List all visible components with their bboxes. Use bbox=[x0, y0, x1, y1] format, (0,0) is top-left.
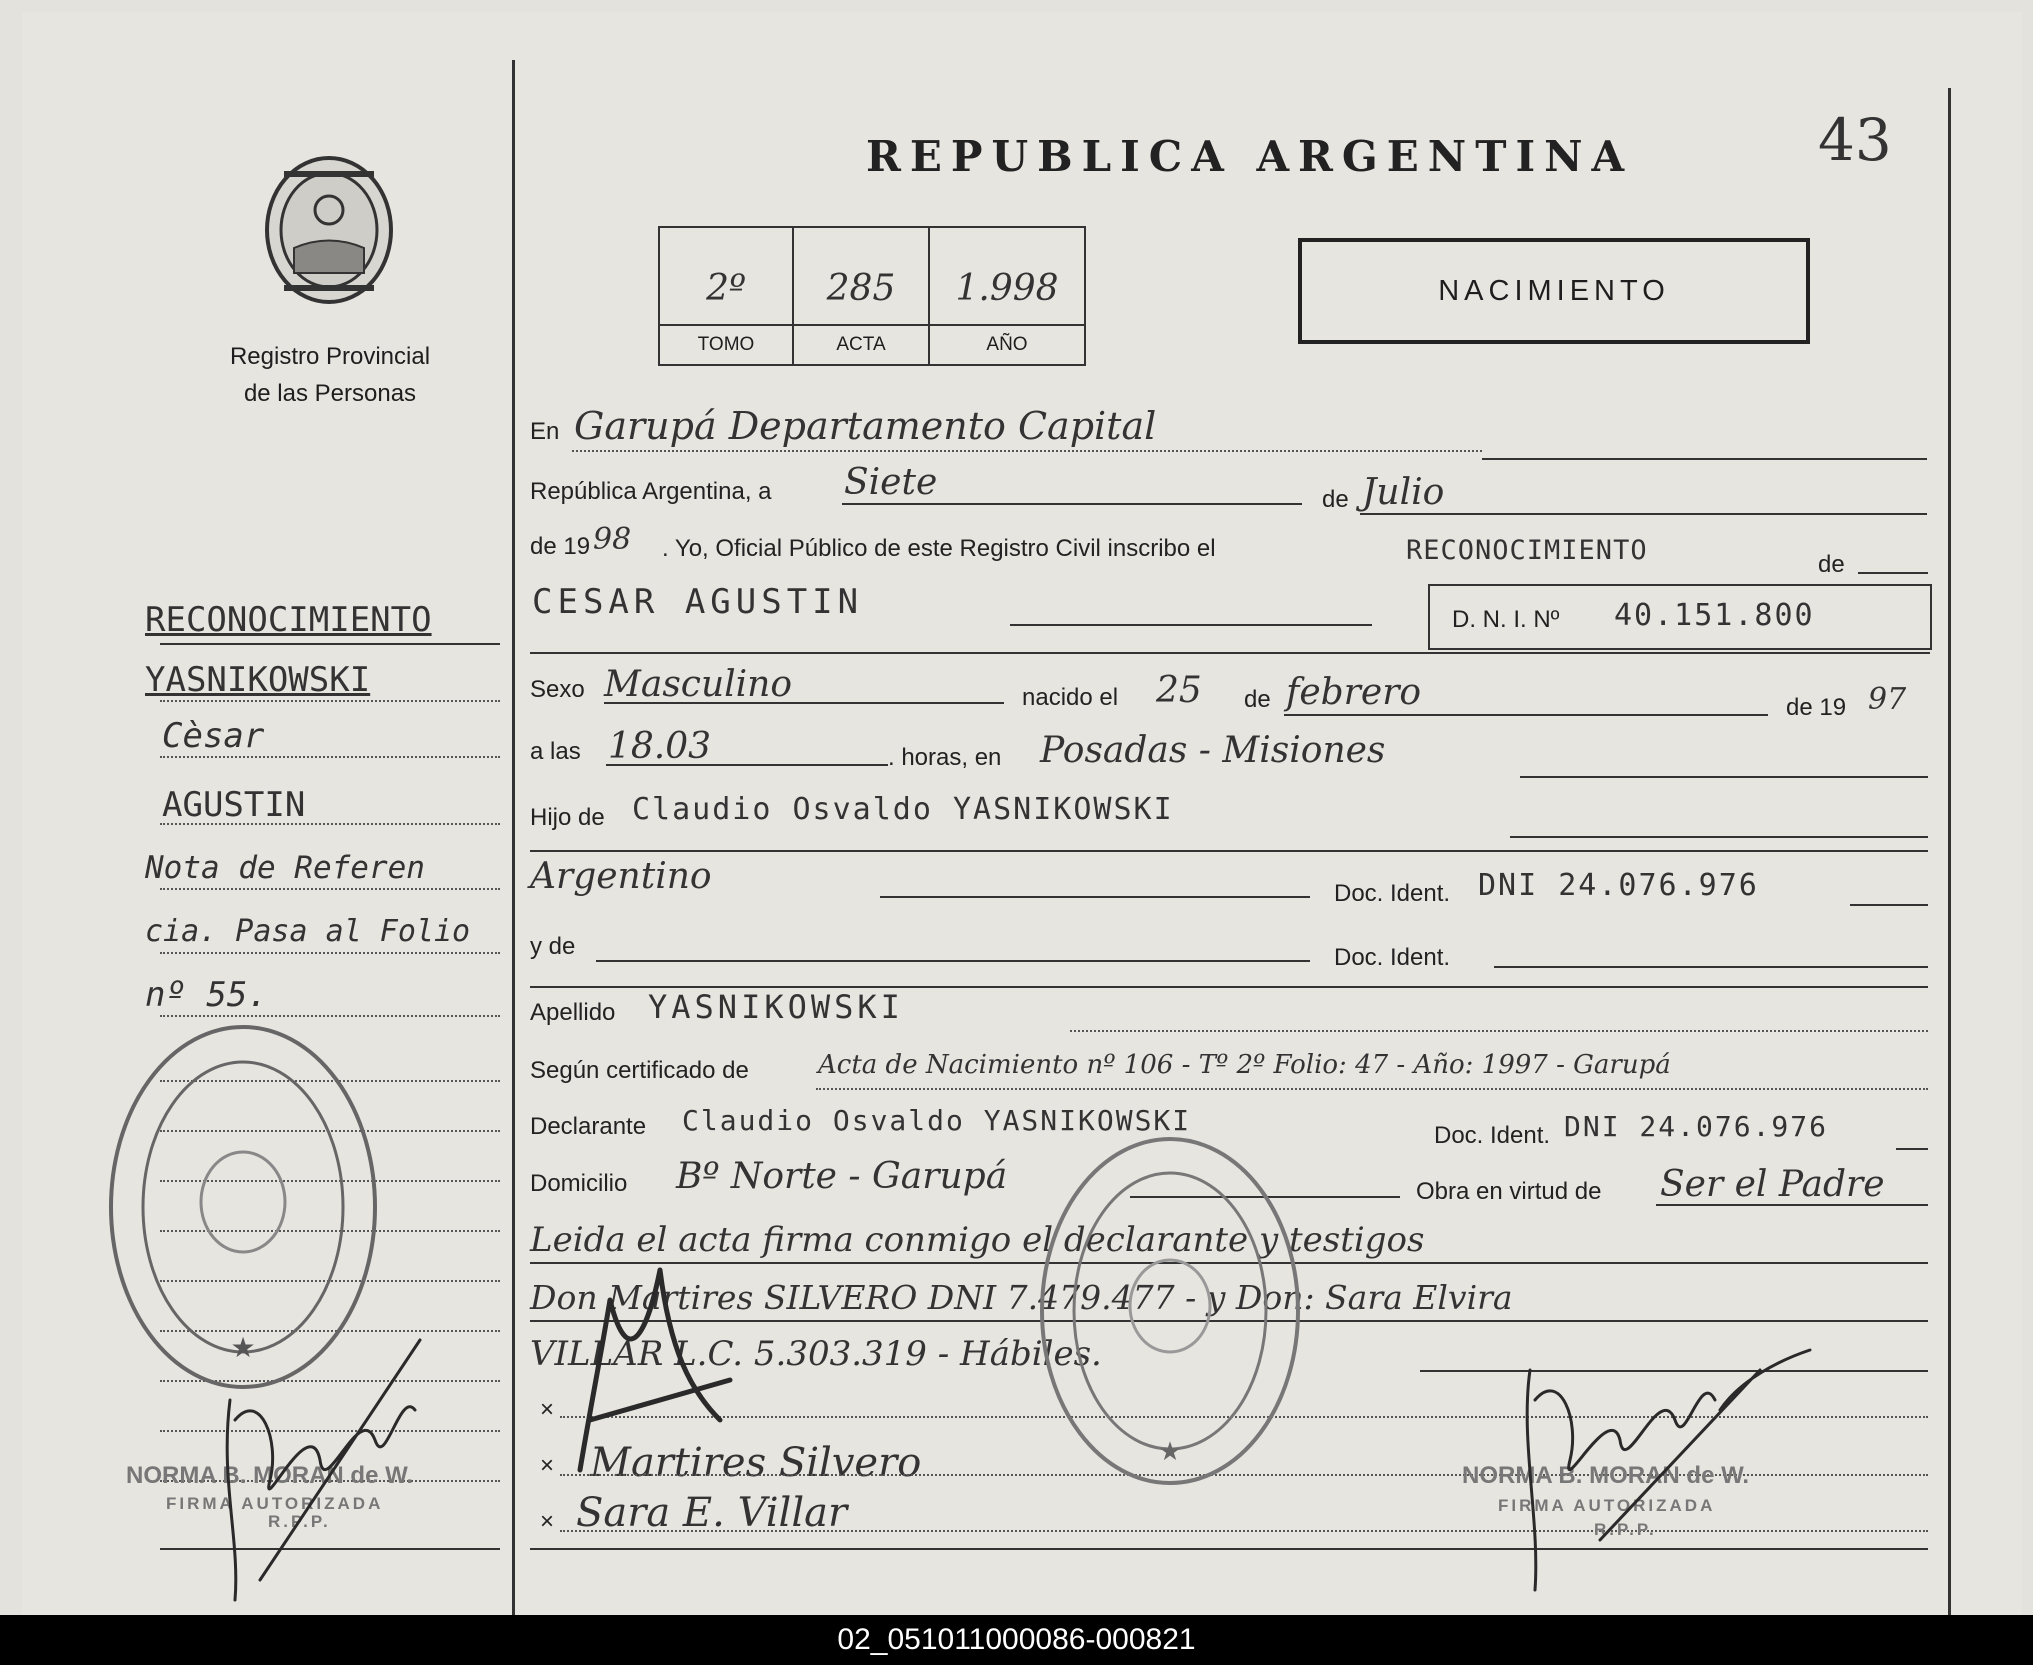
field-anio: 98 bbox=[593, 522, 632, 557]
line bbox=[1482, 458, 1927, 460]
field-nac-mes: febrero bbox=[1286, 672, 1422, 713]
right-border bbox=[1948, 88, 1951, 1615]
field-padre: Claudio Osvaldo YASNIKOWSKI bbox=[632, 792, 1174, 827]
official-stamp-org: R.P.P. bbox=[1594, 1520, 1657, 1539]
label-apellido: Apellido bbox=[530, 999, 616, 1026]
province-emblem-icon bbox=[254, 148, 404, 308]
label-republica: República Argentina, a bbox=[530, 478, 772, 505]
field-nombre: CESAR AGUSTIN bbox=[532, 582, 864, 622]
label-y-de: y de bbox=[530, 933, 576, 960]
line bbox=[1010, 624, 1372, 626]
field-mes: Julio bbox=[1362, 472, 1445, 513]
organization-name bbox=[180, 338, 480, 412]
field-texto3: VILLAR L.C. 5.303.319 - Hábiles. bbox=[530, 1334, 1102, 1374]
official-signature-icon bbox=[1500, 1340, 1830, 1600]
label-dni: D. N. I. Nº bbox=[1452, 606, 1560, 633]
organization-line1: Registro Provincial bbox=[229, 343, 431, 370]
organization-line2: de las Personas bbox=[243, 380, 417, 407]
line bbox=[1494, 966, 1928, 968]
margin-note-line: Cèsar bbox=[162, 716, 265, 756]
label-declarante: Declarante bbox=[530, 1113, 647, 1140]
tomo-cell bbox=[660, 228, 794, 364]
margin-line bbox=[160, 888, 500, 890]
field-nacionalidad: Argentino bbox=[530, 856, 712, 897]
svg-text:★: ★ bbox=[1158, 1437, 1182, 1467]
line bbox=[1360, 513, 1927, 515]
line bbox=[880, 896, 1310, 898]
footer-code: 02_051011000086-000821 bbox=[0, 1615, 2033, 1665]
official-stamp-role: FIRMA AUTORIZADA bbox=[166, 1494, 384, 1513]
tomo-value: 2º bbox=[706, 268, 746, 309]
field-hora: 18.03 bbox=[608, 726, 712, 767]
line bbox=[1858, 572, 1928, 574]
label-nacido: nacido el bbox=[1022, 684, 1119, 711]
label-sexo: Sexo bbox=[530, 676, 585, 703]
line bbox=[1070, 1030, 1928, 1032]
dni-box bbox=[1428, 584, 1932, 650]
page-number: 43 bbox=[1818, 106, 1892, 174]
label-de-mid: de bbox=[1244, 686, 1271, 713]
reference-table bbox=[658, 226, 1086, 366]
margin-note-line: AGUSTIN bbox=[162, 785, 306, 825]
official-stamp-role: FIRMA AUTORIZADA bbox=[1498, 1496, 1716, 1515]
field-domicilio: Bº Norte - Garupá bbox=[676, 1156, 1008, 1197]
field-declarante-doc: DNI 24.076.976 bbox=[1564, 1110, 1829, 1143]
acta-cell bbox=[794, 228, 930, 364]
line bbox=[1520, 776, 1928, 778]
label-de-end: de bbox=[1818, 551, 1845, 578]
line bbox=[842, 503, 1302, 505]
field-lugar: Garupá Departamento Capital bbox=[574, 404, 1157, 448]
field-texto2: Don Martires SILVERO DNI 7.479.477 - y Don: Sara Elvira bbox=[530, 1278, 1513, 1317]
line bbox=[1896, 1148, 1928, 1150]
line bbox=[604, 702, 1004, 704]
line bbox=[816, 1088, 1928, 1090]
label-de19: de 19 bbox=[530, 533, 591, 560]
margin-line bbox=[160, 700, 500, 702]
label-yo: . Yo, Oficial Público de este Registro Civil inscribo el bbox=[662, 535, 1216, 562]
label-de: de bbox=[1322, 486, 1349, 513]
signature-mark: × bbox=[540, 1452, 555, 1479]
official-signature-icon bbox=[200, 1280, 460, 1610]
line bbox=[1510, 836, 1928, 838]
field-dni: 40.151.800 bbox=[1614, 598, 1815, 633]
registry-seal-icon bbox=[1030, 1128, 1310, 1494]
line bbox=[606, 764, 888, 766]
signature-mark: × bbox=[540, 1396, 555, 1423]
line bbox=[1284, 714, 1768, 716]
field-apellido: YASNIKOWSKI bbox=[648, 988, 904, 1026]
label-de19b: de 19 bbox=[1786, 694, 1847, 721]
signature-mark: × bbox=[540, 1508, 555, 1535]
margin-note-line: Nota de Referen bbox=[145, 850, 425, 886]
margin-divider bbox=[512, 60, 515, 1615]
field-nac-anio: 97 bbox=[1868, 682, 1907, 717]
line bbox=[530, 652, 1930, 654]
margin-note-line: cia. Pasa al Folio bbox=[145, 914, 471, 949]
tomo-label: TOMO bbox=[660, 324, 792, 356]
signature-witness-1: Martires Silvero bbox=[590, 1440, 922, 1486]
label-segun: Según certificado de bbox=[530, 1057, 749, 1084]
field-dia: Siete bbox=[844, 462, 938, 503]
page-title: REPUBLICA ARGENTINA bbox=[866, 132, 1634, 181]
label-doc1: Doc. Ident. bbox=[1334, 880, 1451, 907]
field-lugar-nac: Posadas - Misiones bbox=[1040, 730, 1386, 771]
acta-label: ACTA bbox=[794, 324, 928, 356]
line bbox=[1656, 1204, 1928, 1206]
anio-value: 1.998 bbox=[955, 268, 1059, 309]
acta-value: 285 bbox=[826, 268, 896, 309]
witness-signature-icon bbox=[570, 1260, 750, 1480]
margin-note-line: RECONOCIMIENTO bbox=[145, 600, 432, 640]
margin-line bbox=[160, 756, 500, 758]
label-obra: Obra en virtud de bbox=[1416, 1178, 1602, 1205]
margin-note-line: nº 55. bbox=[145, 975, 268, 1015]
official-stamp-org: R.P.P. bbox=[268, 1512, 331, 1531]
field-declarante: Claudio Osvaldo YASNIKOWSKI bbox=[682, 1104, 1192, 1137]
anio-cell bbox=[930, 228, 1084, 364]
field-acto: RECONOCIMIENTO bbox=[1406, 535, 1648, 566]
margin-line bbox=[160, 643, 500, 645]
document-type-box: NACIMIENTO bbox=[1298, 238, 1810, 344]
label-hijo: Hijo de bbox=[530, 804, 605, 831]
field-padre-doc: DNI 24.076.976 bbox=[1478, 868, 1759, 903]
line bbox=[530, 850, 1928, 852]
field-texto1: Leida el acta firma conmigo el declarante y testigos bbox=[530, 1220, 1425, 1260]
official-stamp-name: NORMA B. MORAN de W. bbox=[1462, 1462, 1750, 1489]
field-sexo: Masculino bbox=[604, 664, 793, 705]
label-horas: . horas, en bbox=[888, 744, 1002, 771]
official-stamp-name: NORMA B. MORAN de W. bbox=[126, 1462, 414, 1489]
line bbox=[596, 960, 1310, 962]
margin-line bbox=[160, 952, 500, 954]
label-domicilio: Domicilio bbox=[530, 1170, 628, 1197]
signature-witness-2: Sara E. Villar bbox=[576, 1490, 848, 1536]
anio-label: AÑO bbox=[930, 324, 1084, 356]
svg-text:★: ★ bbox=[230, 1331, 256, 1364]
margin-note-line: YASNIKOWSKI bbox=[145, 660, 371, 700]
label-doc3: Doc. Ident. bbox=[1434, 1122, 1551, 1149]
label-en: En bbox=[530, 418, 560, 445]
label-a-las: a las bbox=[530, 738, 581, 765]
field-nac-dia: 25 bbox=[1156, 670, 1202, 711]
field-certificado: Acta de Nacimiento nº 106 - Tº 2º Folio: 47 - Año: 1997 - Garupá bbox=[818, 1050, 1671, 1080]
field-obra: Ser el Padre bbox=[1660, 1164, 1885, 1205]
label-doc2: Doc. Ident. bbox=[1334, 944, 1451, 971]
line bbox=[572, 450, 1482, 452]
line bbox=[1850, 904, 1928, 906]
